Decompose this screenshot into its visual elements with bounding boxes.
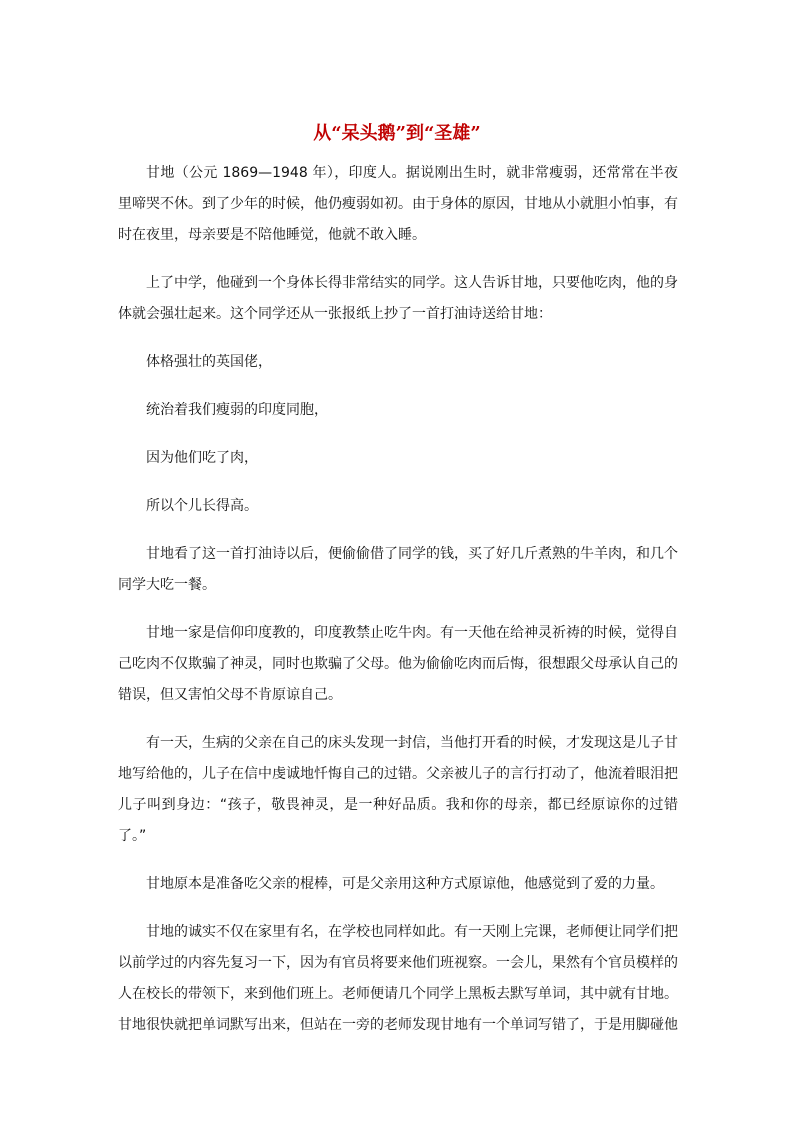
paragraph: 甘地看了这一首打油诗以后，便偷偷借了同学的钱，买了好几斤煮熟的牛羊肉，和几个同学大吃一餐。: [118, 546, 678, 593]
article-title: 从“呆头鹅”到“圣雄”: [313, 123, 481, 144]
paragraph: 有一天，生病的父亲在自己的床头发现一封信，当他打开看的时候，才发现这是儿子甘地写给他的，儿子在信中虔诚地忏悔自己的过错。父亲被儿子的言行打动了，他流着眼泪把儿子叫到身边：“孩子，敬畏神灵，是一种好品质。我和你的母亲，都已经原谅你的过错了。”: [118, 735, 678, 844]
paragraph: 甘地原本是准备吃父亲的棍棒，可是父亲用这种方式原谅他，他感觉到了爱的力量。: [146, 876, 664, 892]
paragraph: 甘地（公元 1869—1948 年），印度人。据说刚出生时，就非常瘦弱，还常常在半夜里啼哭不休。到了少年的时候，他仍瘦弱如初。由于身体的原因，甘地从小就胆小怕事，有时在夜里，母亲要是不陪他睡觉，他就不敢入睡。: [118, 165, 678, 243]
paragraph: 甘地一家是信仰印度教的，印度教禁止吃牛肉。有一天他在给神灵祈祷的时候，觉得自己吃肉不仅欺骗了神灵，同时也欺骗了父母。他为偷偷吃肉而后悔，很想跟父母承认自己的错误，但又害怕父母不肯原谅自己。: [118, 625, 678, 703]
paragraph: 上了中学，他碰到一个身体长得非常结实的同学。这人告诉甘地，只要他吃肉，他的身体就会强壮起来。这个同学还从一张报纸上抄了一首打油诗送给甘地：: [118, 275, 678, 322]
poem-line: 体格强壮的英国佬，: [146, 354, 272, 370]
poem-line: 因为他们吃了肉，: [146, 450, 258, 466]
poem-line: 所以个儿长得高。: [146, 498, 258, 514]
article-body: [118, 158, 678, 1058]
poem-line: 统治着我们瘦弱的印度同胞，: [146, 402, 328, 418]
paragraph: 甘地的诚实不仅在家里有名，在学校也同样如此。有一天刚上完课，老师便让同学们把以前学过的内容先复习一下，因为有官员将要来他们班视察。一会儿，果然有个官员模样的人在校长的带领下，来到他们班上。老师便请几个同学上黑板去默写单词，其中就有甘地。甘地很快就把单词默写出来，但站在一旁的老师发现甘地有一个单词写错了，于是用脚碰他: [118, 924, 678, 1033]
